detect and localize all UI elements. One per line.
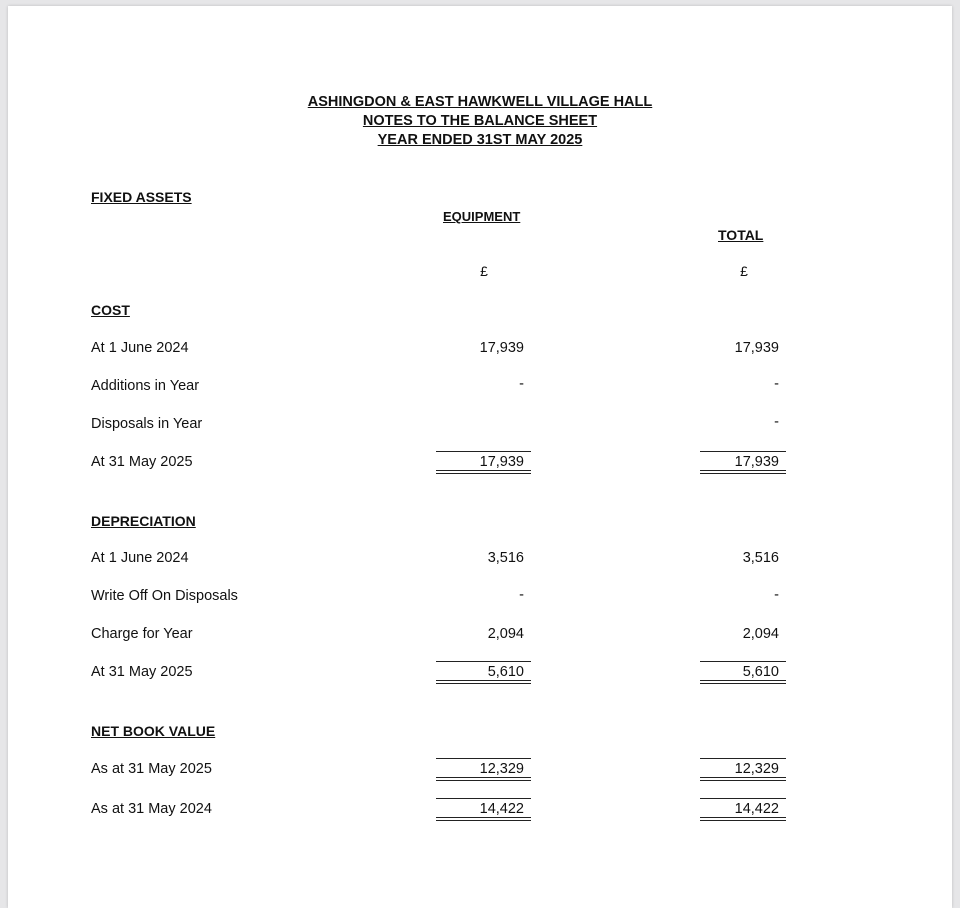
depreciation-row-total: 5,610 bbox=[742, 664, 779, 680]
depreciation-row-total: 2,094 bbox=[742, 626, 779, 642]
net-book-value-row-total: 12,329 bbox=[734, 761, 779, 777]
depreciation-row-label: Write Off On Disposals bbox=[91, 588, 238, 604]
subtotal-rule bbox=[700, 758, 786, 759]
cost-row-label: At 31 May 2025 bbox=[91, 454, 193, 470]
depreciation-row-equipment: 3,516 bbox=[487, 550, 524, 566]
cost-row-equipment: 17,939 bbox=[479, 340, 524, 356]
subtotal-rule bbox=[700, 661, 786, 662]
subtotal-rule bbox=[436, 661, 531, 662]
column-header-equipment: EQUIPMENT bbox=[443, 209, 521, 224]
net-book-value-row-equipment: 12,329 bbox=[479, 761, 524, 777]
equipment-currency-symbol: £ bbox=[480, 263, 488, 279]
cost-row-label: Disposals in Year bbox=[91, 416, 203, 432]
cost-row-total: - bbox=[774, 376, 779, 392]
net-book-value-row-label: As at 31 May 2025 bbox=[91, 761, 212, 777]
net-book-value-row-total: 14,422 bbox=[734, 801, 779, 817]
subtotal-rule bbox=[436, 451, 531, 452]
total-double-rule bbox=[700, 777, 786, 781]
net-book-value-row-label: As at 31 May 2024 bbox=[91, 801, 212, 817]
document-title-notes: NOTES TO THE BALANCE SHEET bbox=[362, 113, 598, 129]
total-double-rule bbox=[436, 680, 531, 684]
cost-row-equipment: 17,939 bbox=[479, 454, 524, 470]
net-book-value-heading: NET BOOK VALUE bbox=[91, 723, 216, 739]
subtotal-rule bbox=[700, 451, 786, 452]
subtotal-rule bbox=[436, 798, 531, 799]
total-double-rule bbox=[700, 680, 786, 684]
total-double-rule bbox=[436, 777, 531, 781]
total-double-rule bbox=[700, 470, 786, 474]
depreciation-row-equipment: - bbox=[519, 587, 524, 603]
column-header-total: TOTAL bbox=[718, 227, 764, 243]
document-title-org: ASHINGDON & EAST HAWKWELL VILLAGE HALL bbox=[307, 94, 653, 110]
depreciation-row-label: Charge for Year bbox=[91, 626, 193, 642]
cost-row-label: Additions in Year bbox=[91, 378, 200, 394]
depreciation-row-label: At 1 June 2024 bbox=[91, 550, 189, 566]
total-double-rule bbox=[436, 470, 531, 474]
cost-row-total: 17,939 bbox=[734, 340, 779, 356]
cost-heading: COST bbox=[91, 302, 130, 318]
total-currency-symbol: £ bbox=[740, 263, 748, 279]
document-title-year: YEAR ENDED 31ST MAY 2025 bbox=[377, 132, 583, 148]
cost-row-equipment: - bbox=[519, 376, 524, 392]
fixed-assets-heading: FIXED ASSETS bbox=[91, 189, 192, 205]
cost-row-label: At 1 June 2024 bbox=[91, 340, 189, 356]
cost-row-total: 17,939 bbox=[734, 454, 779, 470]
depreciation-heading: DEPRECIATION bbox=[91, 513, 196, 529]
subtotal-rule bbox=[700, 798, 786, 799]
depreciation-row-total: - bbox=[774, 587, 779, 603]
total-double-rule bbox=[700, 817, 786, 821]
depreciation-row-total: 3,516 bbox=[742, 550, 779, 566]
subtotal-rule bbox=[436, 758, 531, 759]
depreciation-row-equipment: 5,610 bbox=[487, 664, 524, 680]
cost-row-total: - bbox=[774, 414, 779, 430]
total-double-rule bbox=[436, 817, 531, 821]
depreciation-row-equipment: 2,094 bbox=[487, 626, 524, 642]
depreciation-row-label: At 31 May 2025 bbox=[91, 664, 193, 680]
net-book-value-row-equipment: 14,422 bbox=[479, 801, 524, 817]
